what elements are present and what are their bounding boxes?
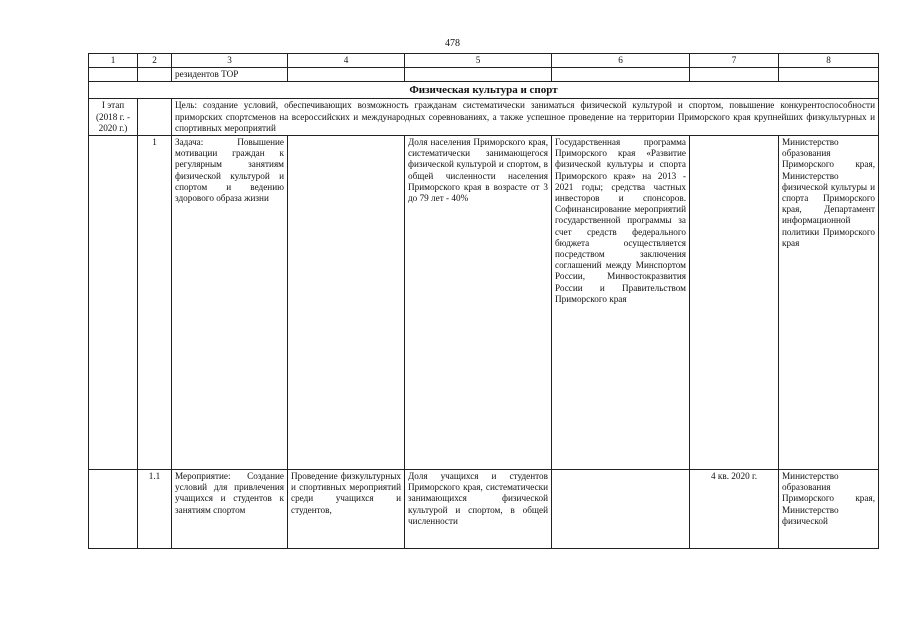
plan-table: [88, 53, 879, 549]
column-number: 5: [405, 54, 552, 68]
column-number: 2: [138, 54, 172, 68]
event-text: Мероприятие: Создание условий для привлечения учащихся и студентов к занятиям спортом: [172, 470, 288, 549]
responsible-text: Министерство образования Приморского края, Министерство физической: [779, 470, 879, 549]
column-number: 8: [779, 54, 879, 68]
table-cell: [405, 68, 552, 82]
result-text: [288, 136, 405, 470]
table-cell: [552, 68, 690, 82]
section-row: [89, 82, 879, 99]
continuation-text: резидентов ТОР: [172, 68, 288, 82]
table-cell: [779, 68, 879, 82]
task-text: Задача: Повышение мотивации граждан к регулярным занятиям физической культурой и спортом и ведению здорового образа жизни: [172, 136, 288, 470]
funding-text: Государственная программа Приморского края «Развитие физической культуры и спорта Приморского края» на 2013 - 2021 годы; средства частных инвесторов и спонсоров. Софинансирование мероприятий государственной программы за счет средств федерального бюджета осуществляется посредством заключения соглашений между Минспортом России, Минвостокразвития России и Правительством Приморского края: [552, 136, 690, 470]
table-cell: [138, 99, 172, 136]
column-number: 4: [288, 54, 405, 68]
table-row: [89, 470, 879, 549]
table-row: [89, 136, 879, 470]
deadline-text: [690, 136, 779, 470]
goal-text: Цель: создание условий, обеспечивающих возможность гражданам систематически заниматься физической культурой и спортом, повышение конкурентоспособности приморских спортсменов на всероссийских и международных соревнованиях, а также успешное проведение на территории Приморского края крупнейших физкультурных и спортивных мероприятий: [172, 99, 879, 136]
result-text: Проведение физкультурных и спортивных мероприятий среди учащихся и студентов,: [288, 470, 405, 549]
table-cell: [690, 68, 779, 82]
column-number: 6: [552, 54, 690, 68]
stage-period: (2018 г. - 2020 г.): [95, 111, 131, 133]
column-number: 1: [89, 54, 138, 68]
column-number: 3: [172, 54, 288, 68]
continuation-row: [89, 68, 879, 82]
page-number: 478: [445, 38, 460, 49]
table-cell: [89, 68, 138, 82]
table-cell: [138, 68, 172, 82]
table-cell: [89, 136, 138, 470]
deadline-text: 4 кв. 2020 г.: [690, 470, 779, 549]
table-cell: [288, 68, 405, 82]
indicator-text: Доля учащихся и студентов Приморского края, систематически занимающихся физической культурой и спортом, в общей численности: [405, 470, 552, 549]
indicator-text: Доля населения Приморского края, систематически занимающегося физической культурой и спортом, в общей численности населения Приморского края в возрасте от 3 до 79 лет - 40%: [405, 136, 552, 470]
row-number: 1.1: [138, 470, 172, 549]
stage-row: [89, 99, 879, 136]
section-title: Физическая культура и спорт: [89, 82, 879, 99]
responsible-text: Министерство образования Приморского края, Министерство физической культуры и спорта Приморского края, Департамент информационной политики Приморского края: [779, 136, 879, 470]
row-number: 1: [138, 136, 172, 470]
stage-cell: [89, 99, 138, 136]
column-number: 7: [690, 54, 779, 68]
funding-text: [552, 470, 690, 549]
column-number-row: [89, 54, 879, 68]
stage-name: I этап: [101, 100, 125, 111]
table-cell: [89, 470, 138, 549]
